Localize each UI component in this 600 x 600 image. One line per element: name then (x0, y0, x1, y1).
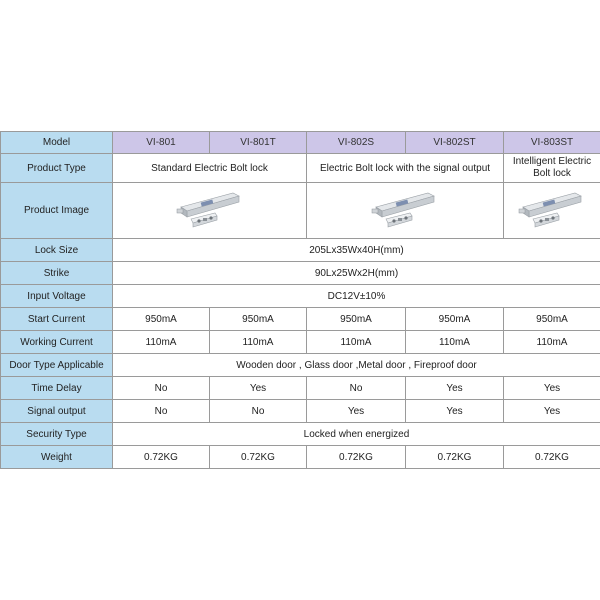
working-current-cell: 110mA (113, 331, 210, 354)
product-image-signal (307, 183, 504, 239)
strike-value: 90Lx25Wx2H(mm) (113, 262, 600, 285)
signal-output-cell: No (113, 400, 210, 423)
spec-table (0, 131, 600, 469)
signal-output-row (1, 400, 600, 423)
start-current-cell: 950mA (406, 308, 504, 331)
security-type-row (1, 423, 600, 446)
row-label-product-type: Product Type (1, 154, 113, 183)
signal-output-cell: Yes (504, 400, 600, 423)
start-current-cell: 950mA (307, 308, 406, 331)
time-delay-cell: No (113, 377, 210, 400)
time-delay-cell: Yes (210, 377, 307, 400)
header-row (1, 132, 600, 154)
row-label-time-delay: Time Delay (1, 377, 113, 400)
row-label-security-type: Security Type (1, 423, 113, 446)
lock-size-row (1, 239, 600, 262)
start-current-cell: 950mA (504, 308, 600, 331)
product-image-row (1, 183, 600, 239)
door-type-value: Wooden door , Glass door ,Metal door , Fireproof door (113, 354, 600, 377)
signal-output-cell: Yes (406, 400, 504, 423)
row-label-working-current: Working Current (1, 331, 113, 354)
weight-cell: 0.72KG (406, 446, 504, 469)
weight-cell: 0.72KG (113, 446, 210, 469)
signal-output-cell: No (210, 400, 307, 423)
weight-row (1, 446, 600, 469)
working-current-cell: 110mA (210, 331, 307, 354)
product-type-row (1, 154, 600, 183)
product-type-intelligent: Intelligent Electric Bolt lock (504, 154, 600, 183)
door-type-row (1, 354, 600, 377)
product-type-standard: Standard Electric Bolt lock (113, 154, 307, 183)
model-vi-801t: VI-801T (210, 132, 307, 154)
row-label-signal-output: Signal output (1, 400, 113, 423)
working-current-cell: 110mA (504, 331, 600, 354)
electric-bolt-lock-icon (517, 187, 587, 231)
start-current-row (1, 308, 600, 331)
row-label-weight: Weight (1, 446, 113, 469)
working-current-cell: 110mA (307, 331, 406, 354)
electric-bolt-lock-icon (175, 187, 245, 231)
weight-cell: 0.72KG (210, 446, 307, 469)
time-delay-cell: No (307, 377, 406, 400)
signal-output-cell: Yes (307, 400, 406, 423)
electric-bolt-lock-icon (370, 187, 440, 231)
input-voltage-row (1, 285, 600, 308)
row-label-lock-size: Lock Size (1, 239, 113, 262)
row-label-input-voltage: Input Voltage (1, 285, 113, 308)
model-vi-803st: VI-803ST (504, 132, 600, 154)
time-delay-cell: Yes (504, 377, 600, 400)
product-image-intelligent (504, 183, 600, 239)
row-label-door-type: Door Type Applicable (1, 354, 113, 377)
working-current-cell: 110mA (406, 331, 504, 354)
time-delay-row (1, 377, 600, 400)
row-label-strike: Strike (1, 262, 113, 285)
strike-row (1, 262, 600, 285)
working-current-row (1, 331, 600, 354)
row-label-start-current: Start Current (1, 308, 113, 331)
weight-cell: 0.72KG (504, 446, 600, 469)
model-vi-802s: VI-802S (307, 132, 406, 154)
lock-size-value: 205Lx35Wx40H(mm) (113, 239, 600, 262)
time-delay-cell: Yes (406, 377, 504, 400)
model-vi-802st: VI-802ST (406, 132, 504, 154)
weight-cell: 0.72KG (307, 446, 406, 469)
input-voltage-value: DC12V±10% (113, 285, 600, 308)
start-current-cell: 950mA (210, 308, 307, 331)
model-vi-801: VI-801 (113, 132, 210, 154)
product-type-signal: Electric Bolt lock with the signal output (307, 154, 504, 183)
start-current-cell: 950mA (113, 308, 210, 331)
product-image-standard (113, 183, 307, 239)
model-header-label: Model (1, 132, 113, 154)
row-label-product-image: Product Image (1, 183, 113, 239)
security-type-value: Locked when energized (113, 423, 600, 446)
